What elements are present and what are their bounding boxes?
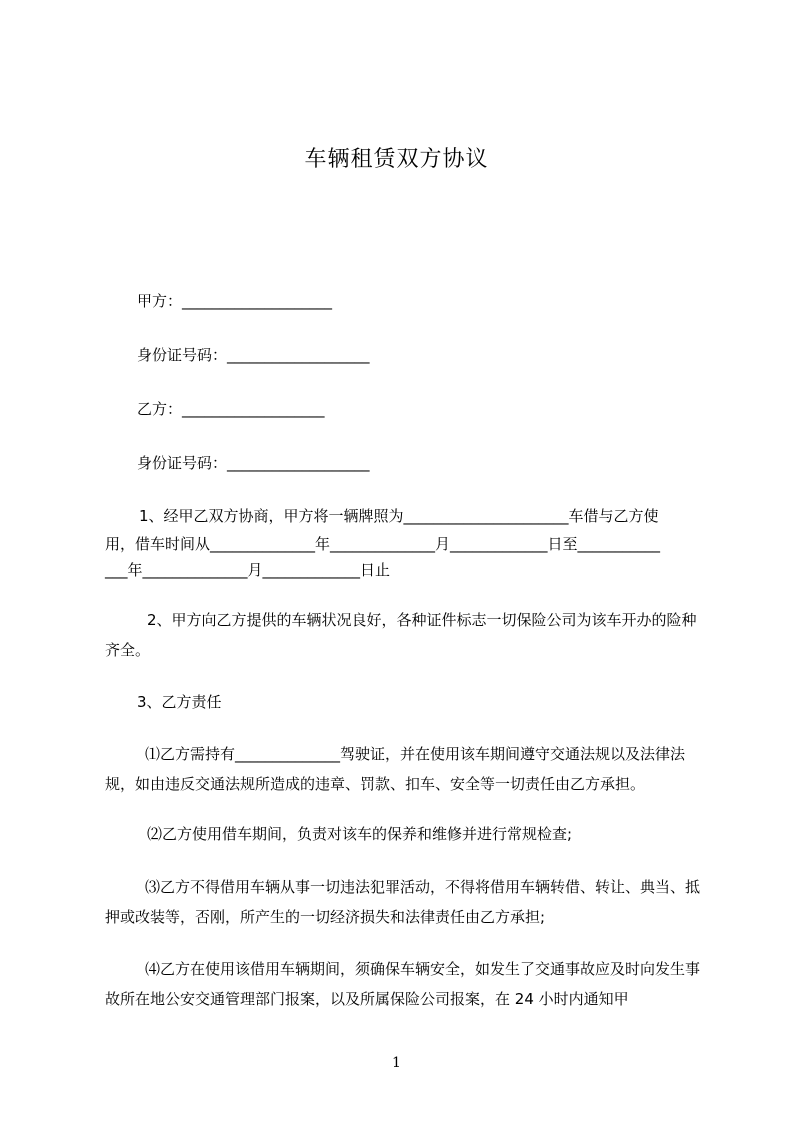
clause-3-item-1: ⑴乙方需持有______________驾驶证，并在使用该车期间遵守交通法规以及法律法规，如由违反交通法规所造成的违章、罚款、扣车、安全等一切责任由乙方承担。 <box>105 745 686 793</box>
party-a-field: 甲方：____________________ <box>137 292 333 310</box>
clause-1-line-3: ___年______________月_____________日止 <box>105 561 391 579</box>
party-b-id-field: 身份证号码：___________________ <box>137 454 370 472</box>
clause-3-item-3: ⑶乙方不得借用车辆从事一切违法犯罪活动，不得将借用车辆转借、转让、典当、抵押或改装等，否刚，所产生的一切经济损失和法律责任由乙方承担; <box>105 878 701 926</box>
clause-1-line-1: 1、经甲乙双方协商，甲方将一辆牌照为______________________车借与乙方使 <box>139 507 659 525</box>
clause-2: 2、甲方向乙方提供的车辆状况良好，各种证件标志一切保险公司为该车开办的险种齐全。 <box>105 611 697 659</box>
page-number: 1 <box>392 1055 401 1071</box>
clause-3-item-4: ⑷乙方在使用该借用车辆期间，须确保车辆安全，如发生了交通事故应及时向发生事故所在地公安交通管理部门报案，以及所属保险公司报案，在 24 小时内通知甲 <box>105 960 701 1008</box>
party-a-id-field: 身份证号码：___________________ <box>137 346 370 364</box>
party-b-field: 乙方：___________________ <box>137 400 325 418</box>
clause-3-heading: 3、乙方责任 <box>137 693 222 711</box>
clause-1-line-2: 用，借车时间从______________年______________月_____________日至___________ <box>105 535 661 553</box>
clause-3-item-2: ⑵乙方使用借车期间，负责对该车的保养和维修并进行常规检查; <box>147 825 573 843</box>
document-title: 车辆租赁双方协议 <box>304 147 489 172</box>
